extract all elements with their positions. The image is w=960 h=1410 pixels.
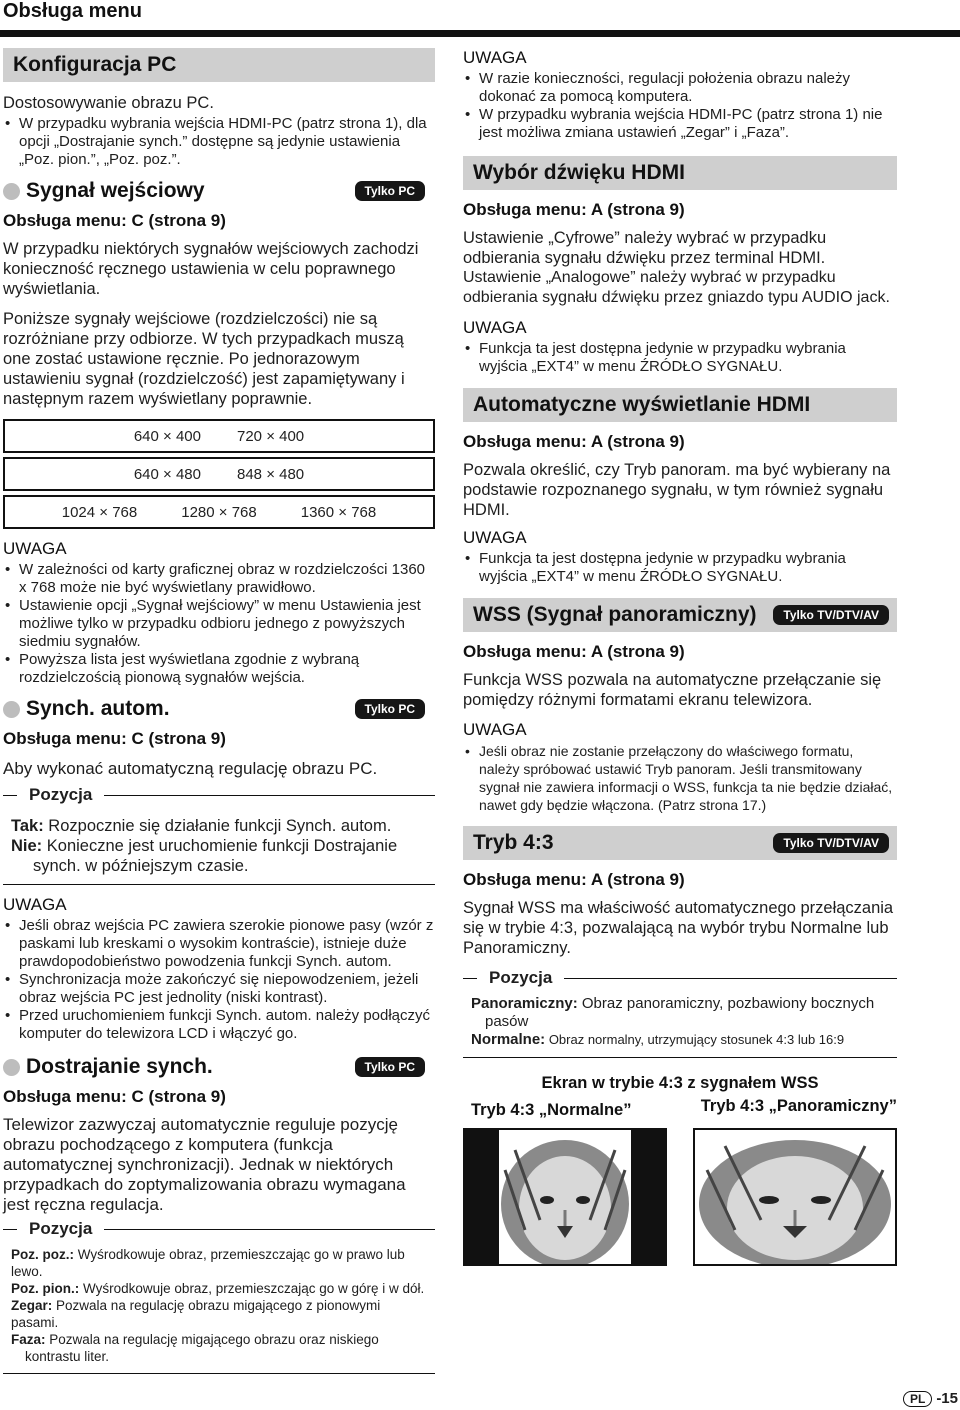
hdmi-sound-notes [463,340,897,376]
resolution-cell: 720 × 400 [237,427,305,445]
bullet-dot-icon [3,701,20,718]
wss-notes [463,742,897,814]
list-item: • Funkcja ta jest dostępna jedynie w przypadku wybrania wyjścia „EXT4” w menu ŹRÓDŁO SYGNAŁU. [463,340,897,376]
option-nie [11,836,429,876]
resolution-cell: 640 × 400 [133,427,201,445]
page-title: Obsługa menu [3,0,142,22]
list-item: • W zależności od karty graficznej obraz w rozdzielczości 1360 x 768 może nie być wyświetlany prawidłowo. [3,561,435,597]
badge-tylko-pc: Tylko PC [355,1057,425,1077]
konfiguracja-bullets [3,115,435,169]
top-notes [463,70,897,142]
resolution-cell: 640 × 480 [133,465,201,483]
synch-notes [3,917,435,1043]
pozycja-item [11,1280,429,1297]
resolution-boxes [3,419,435,529]
resolution-cell: 1280 × 768 [181,503,257,521]
section-dostrajanie [3,1055,435,1079]
pozycja-item [11,1246,429,1280]
bullet-dot-icon [3,1059,20,1076]
menu-ref: Obsługa menu: A (strona 9) [463,642,685,661]
figure-images [463,1128,897,1266]
option-value: Wyśrodkowuje obraz, przemieszczając go w górę i w dół. [83,1281,425,1296]
wss-title: WSS (Sygnał panoramiczny) [473,603,757,626]
pozycja-item [11,1331,429,1365]
image-panoramiczny [693,1128,897,1266]
list-item: • Powyższa lista jest wyświetlana zgodnie z wybraną rozdzielczością pionową sygnałów wejścia. [3,651,435,687]
page-number: -15 [936,1390,958,1407]
resolution-cell: 1360 × 768 [300,503,377,521]
caption-panoramiczny: Tryb 4:3 „Panoramiczny” [700,1097,897,1115]
note-label: UWAGA [3,539,67,558]
section-heading-wss [463,598,897,632]
badge-tylko-tv: Tylko TV/DTV/AV [773,605,889,625]
right-column [463,48,897,1266]
note-label: UWAGA [463,528,527,547]
pozycja-item [11,1297,429,1331]
list-item: • Synchronizacja może zakończyć się niepowodzeniem, jeżeli obraz wejścia PC jest jednolity (niski kontrast). [3,971,435,1007]
option-key: Poz. pion.: [11,1281,80,1296]
option-key: Zegar: [11,1298,53,1313]
hdmi-sound-p1: Ustawienie „Cyfrowe” należy wybrać w przypadku odbierania sygnału dźwięku przez terminal HDMI. [463,229,827,267]
option-key: Poz. poz.: [11,1247,74,1262]
pozycja-label: Pozycja [17,785,104,805]
header-rule [0,30,960,37]
pozycja-label: Pozycja [17,1219,104,1239]
bullet-dot-icon [3,183,20,200]
menu-ref: Obsługa menu: C (strona 9) [3,1087,226,1106]
option-value: Obraz normalny, utrzymujący stosunek 4:3 lub 16:9 [548,1032,845,1047]
list-item: • Przed uruchomieniem funkcji Synch. autom. należy podłączyć komputer do telewizora LCD i włączyć go. [3,1007,435,1043]
sygnal-p1: W przypadku niektórych sygnałów wejściowych zachodzi konieczność ręcznego ustawienia w celu poprawnego wyświetlania. [3,240,419,298]
badge-tylko-tv: Tylko TV/DTV/AV [773,833,889,853]
resolution-cell: 1024 × 768 [61,503,138,521]
section-synch [3,697,435,721]
section-heading-tryb43 [463,826,897,860]
option-panoramiczny [471,995,891,1031]
note-label: UWAGA [3,895,67,914]
dostrajanie-p1: Telewizor zazwyczaj automatycznie reguluje pozycję obrazu pochodzącego z komputera (funkcja automatycznej synchronizacji). Jednak w niektórych przypadkach do zoptymalizowania obrazu wymagana jest ręczna regulacja. [3,1115,406,1214]
section-title-sygnal: Sygnał wejściowy [26,179,205,202]
lion-image-normal [465,1130,665,1264]
note-label: UWAGA [463,318,527,337]
resolution-cell: 848 × 480 [237,465,305,483]
option-value: Wyśrodkowuje obraz, przemieszczając go w prawo lub lewo. [11,1247,405,1279]
badge-tylko-pc: Tylko PC [355,699,425,719]
hdmi-sound-p2: Ustawienie „Analogowe” należy wybrać w przypadku odbierania sygnału dźwięku przez gniazdo typu AUDIO jack. [463,269,890,306]
list-item: • Ustawienie opcji „Sygnał wejściowy” w menu Ustawienia jest możliwe tylko w przypadku odbioru jednego z powyższych siedmiu sygnałów. [3,597,435,651]
list-item: • W razie konieczności, regulacji położenia obrazu należy dokonać za pomocą komputera. [463,70,897,106]
list-item: • Funkcja ta jest dostępna jedynie w przypadku wybrania wyjścia „EXT4” w menu ŹRÓDŁO SYGNAŁU. [463,550,897,586]
caption-normalne: Tryb 4:3 „Normalne” [471,1101,632,1119]
option-value: Obraz panoramiczny, pozbawiony bocznych pasów [485,995,875,1030]
option-key: Normalne: [471,1031,546,1048]
note-label: UWAGA [463,720,527,739]
section-sygnal [3,179,435,203]
option-key: Faza: [11,1332,46,1347]
menu-ref: Obsługa menu: A (strona 9) [463,432,685,451]
section-heading-hdmi-sound: Wybór dźwięku HDMI [463,156,897,190]
section-title-dostrajanie: Dostrajanie synch. [26,1055,213,1078]
pozycja-box [463,968,897,1058]
menu-ref: Obsługa menu: C (strona 9) [3,729,226,748]
list-item: • Jeśli obraz wejścia PC zawiera szerokie pionowe pasy (wzór z paskami lub kreskami o wysokim kontraście), istnieje duże prawdopodobieństwo powodzenia funkcji Synch. autom. [3,917,435,971]
option-value: Pozwala na regulację migającego obrazu oraz niskiego kontrastu liter. [25,1332,379,1364]
pozycja-label: Pozycja [477,968,564,988]
pozycja-box [3,785,435,885]
option-value: Konieczne jest uruchomienie funkcji Dostrajanie synch. w późniejszym czasie. [33,837,398,875]
language-badge: PL [903,1391,932,1407]
option-value: Rozpocznie się działanie funkcji Synch. autom. [48,817,392,835]
resolution-row [3,419,435,453]
left-column [3,48,435,1374]
option-value: Pozwala na regulację obrazu migającego z pionowymi pasami. [11,1298,381,1330]
menu-ref: Obsługa menu: C (strona 9) [3,211,226,230]
section-heading-konfiguracja: Konfiguracja PC [3,48,435,82]
sygnal-p2: Poniższe sygnały wejściowe (rozdzielczości) nie są rozróżniane przy odbiorze. W tych przypadkach muszą one zostać ustawione ręcznie. Po jednorazowym ustawieniu sygnał (rozdzielczość) jest zapamiętywany i następnym razem wyświetlany poprawnie. [3,310,405,408]
section-heading-hdmi-auto: Automatyczne wyświetlanie HDMI [463,388,897,422]
option-key: Panoramiczny: [471,995,578,1012]
list-item: • Jeśli obraz nie zostanie przełączony do właściwego formatu, należy spróbować ustawić Tryb panoram. Jeśli transmitowany sygnał nie zawiera informacji o WSS, funkcja ta nie będzie działać, nawet gdy będzie włączona. (Patrz strona 17.) [463,742,897,814]
lion-image-wide [695,1130,895,1264]
list-item: • W przypadku wybrania wejścia HDMI-PC (patrz strona 1) nie jest możliwa zmiana ustawień „Zegar” i „Faza”. [463,106,897,142]
page-footer [903,1390,958,1407]
menu-ref: Obsługa menu: A (strona 9) [463,200,685,219]
hdmi-auto-p1: Pozwala określić, czy Tryb panoram. ma być wybierany na podstawie rozpoznanego sygnału, w tym również sygnału HDMI. [463,461,891,519]
badge-tylko-pc: Tylko PC [355,181,425,201]
wss-p1: Funkcja WSS pozwala na automatyczne przełączanie się pomiędzy różnymi formatami ekranu telewizora. [463,671,882,709]
hdmi-auto-notes [463,550,897,586]
option-key: Tak: [11,817,44,835]
resolution-row [3,495,435,529]
menu-ref: Obsługa menu: A (strona 9) [463,870,685,889]
list-item: • W przypadku wybrania wejścia HDMI-PC (patrz strona 1), dla opcji „Dostrajanie synch.” dostępne są jedynie ustawienia „Poz. pion.”, „Poz. poz.”. [3,115,435,169]
option-normalne [471,1031,891,1049]
konfiguracja-intro: Dostosowywanie obrazu PC. [3,94,214,112]
figure-title: Ekran w trybie 4:3 z sygnałem WSS [541,1074,819,1092]
tryb43-p1: Sygnał WSS ma właściwość automatycznego przełączania się w trybie 4:3, pozwalającą na wybór trybu Normalne lub Panoramiczny. [463,899,894,957]
sygnal-notes [3,561,435,687]
option-key: Nie: [11,837,43,855]
tryb43-title: Tryb 4:3 [473,831,554,854]
pozycja-box [3,1219,435,1374]
synch-p1: Aby wykonać automatyczną regulację obrazu PC. [3,759,378,778]
note-label: UWAGA [463,48,527,67]
figure-captions [463,1097,897,1120]
image-normalne [463,1128,667,1266]
section-title-synch: Synch. autom. [26,697,170,720]
option-tak [11,816,429,836]
resolution-row [3,457,435,491]
